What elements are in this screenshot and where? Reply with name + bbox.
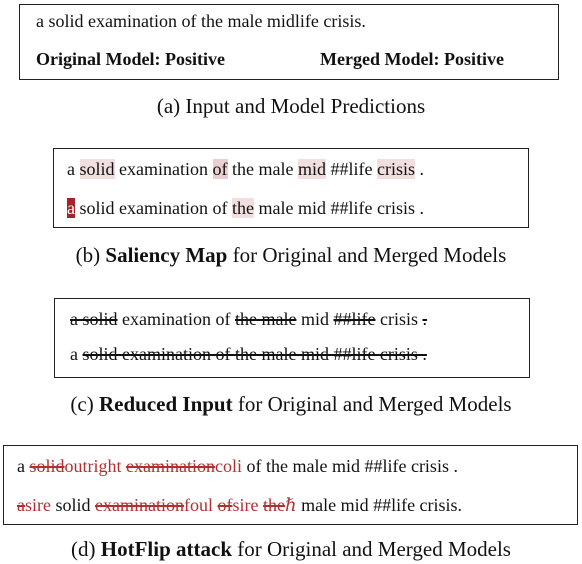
panel-d-caption-suffix: for Original and Merged Models: [232, 537, 511, 561]
flipped-out-token: a: [17, 495, 25, 515]
saliency-token: male: [258, 198, 294, 218]
saliency-token: the: [232, 198, 254, 218]
saliency-token: solid: [79, 159, 115, 179]
saliency-token: of: [212, 198, 228, 218]
saliency-token: ##life: [330, 159, 373, 179]
hotflip-row-original: [17, 455, 458, 477]
saliency-token: solid: [79, 198, 115, 218]
panel-b-caption-suffix: for Original and Merged Models: [227, 243, 507, 267]
removed-token: a solid: [70, 309, 118, 329]
panel-d-caption: [0, 536, 582, 562]
flipped-out-token: examination: [95, 495, 184, 515]
flipped-in-token: coli: [215, 456, 242, 476]
saliency-token: ##life: [330, 198, 373, 218]
unchanged-text: of the male mid ##life crisis .: [242, 456, 458, 476]
saliency-token: .: [419, 159, 424, 179]
original-model-prediction: Original Model: Positive: [36, 49, 225, 69]
flipped-out-token: examination: [126, 456, 215, 476]
saliency-row-original: [67, 158, 424, 180]
removed-token: .: [422, 309, 427, 329]
unchanged-text: a: [17, 456, 30, 476]
saliency-token: crisis: [377, 198, 415, 218]
hotflip-row-merged: [17, 494, 462, 516]
panel-c-caption: [0, 391, 582, 417]
saliency-token: mid: [297, 198, 326, 218]
flipped-in-token: sire: [25, 495, 51, 515]
panel-a-input-text: a solid examination of the male midlife crisis.: [36, 11, 366, 31]
panel-d-caption-bold: HotFlip attack: [100, 537, 233, 561]
kept-token: examination of: [122, 309, 231, 329]
unchanged-text: male mid ##life crisis.: [296, 495, 463, 515]
kept-token: a: [70, 344, 78, 364]
saliency-token: male: [258, 159, 294, 179]
saliency-row-merged: [67, 197, 424, 219]
flipped-out-token: the: [263, 495, 285, 515]
panel-c-caption-bold: Reduced Input: [98, 392, 233, 416]
flipped-in-token: sire: [232, 495, 263, 515]
flipped-in-token: foul: [184, 495, 218, 515]
panel-d-caption-prefix: (d): [71, 537, 101, 561]
panel-c-caption-prefix: (c): [70, 392, 99, 416]
panel-b-caption: [0, 242, 582, 268]
reduced-input-row-merged: [70, 343, 427, 365]
flipped-out-token: of: [217, 495, 233, 515]
flipped-in-token: ℏ: [285, 495, 297, 515]
panel-b-caption-bold: Saliency Map: [105, 243, 228, 267]
saliency-token: examination: [119, 159, 208, 179]
saliency-token: mid: [297, 159, 326, 179]
saliency-token: of: [212, 159, 228, 179]
removed-token: ##life: [333, 309, 376, 329]
removed-token: the male: [234, 309, 297, 329]
saliency-token: the: [232, 159, 254, 179]
flipped-out-token: solid: [29, 456, 65, 476]
kept-token: crisis: [379, 309, 418, 329]
flipped-in-token: outright: [64, 456, 127, 476]
panel-a-caption: (a) Input and Model Predictions: [156, 94, 426, 118]
reduced-input-row-original: [70, 308, 427, 330]
saliency-token: .: [419, 198, 424, 218]
saliency-token: a: [67, 159, 75, 179]
saliency-token: crisis: [377, 159, 415, 179]
unchanged-text: solid: [51, 495, 96, 515]
removed-token: solid examination of the male mid ##life crisis .: [82, 344, 427, 364]
panel-c-caption-suffix: for Original and Merged Models: [232, 392, 512, 416]
kept-token: mid: [300, 309, 329, 329]
merged-model-prediction: Merged Model: Positive: [320, 49, 504, 69]
saliency-token: a: [67, 198, 75, 218]
panel-b-caption-prefix: (b): [75, 243, 106, 267]
saliency-token: examination: [119, 198, 208, 218]
